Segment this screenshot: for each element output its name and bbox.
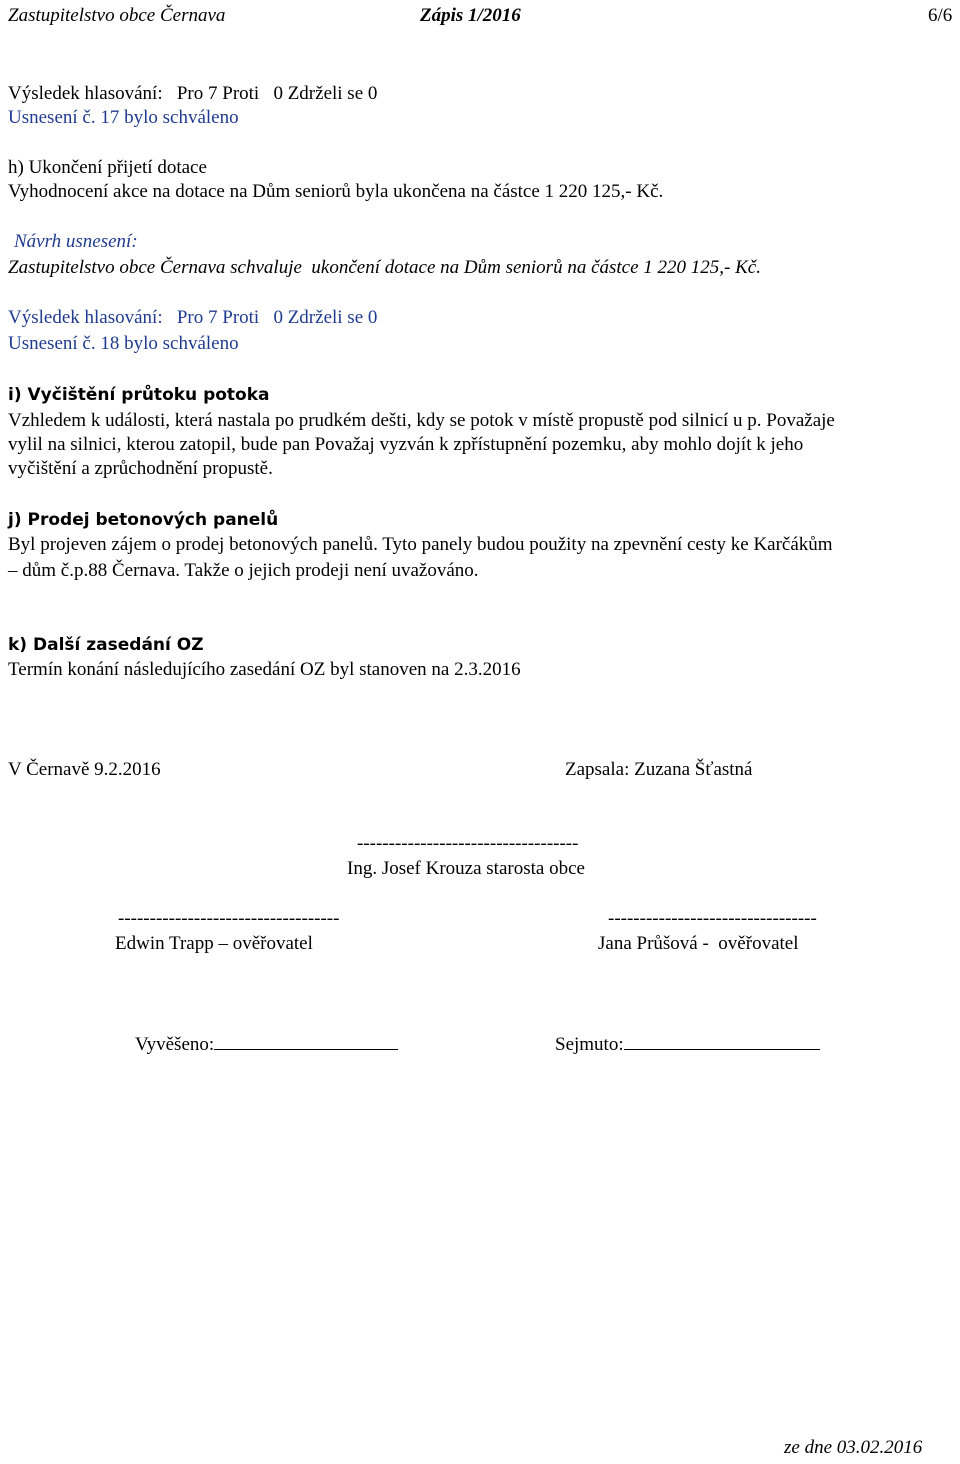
section-i-line-1: Vzhledem k události, která nastala po prudkém dešti, kdy se potok v místě propustě pod silnicí u p. Považaje (8, 410, 835, 431)
verifier-1-signature-line: ----------------------------------- (118, 908, 340, 929)
vote-18-result: Výsledek hlasování: Pro 7 Proti 0 Zdrželi se 0 (8, 307, 378, 328)
verifier-1-name: Edwin Trapp – ověřovatel (115, 933, 313, 954)
mayor-signature-line: ----------------------------------- (357, 833, 579, 854)
header-center: Zápis 1/2016 (420, 5, 521, 26)
posted-field (135, 1033, 398, 1057)
resolution-18: Usnesení č. 18 bylo schváleno (8, 333, 239, 354)
mayor-name: Ing. Josef Krouza starosta obce (347, 858, 585, 879)
section-k-text: Termín konání následujícího zasedání OZ byl stanoven na 2.3.2016 (8, 659, 521, 680)
date-stamp: ze dne 03.02.2016 (784, 1437, 923, 1458)
vote-17-result: Výsledek hlasování: Pro 7 Proti 0 Zdrželi se 0 (8, 83, 378, 104)
resolution-17: Usnesení č. 17 bylo schváleno (8, 107, 239, 128)
section-i-heading: i) Vyčištění průtoku potoka (8, 385, 270, 405)
header-left: Zastupitelstvo obce Černava (8, 5, 226, 26)
removed-blank-line (624, 1048, 820, 1050)
verifier-2-name: Jana Průšová - ověřovatel (598, 933, 799, 954)
section-i-line-3: vyčištění a zprůchodnění propustě. (8, 458, 273, 479)
proposal-label: Návrh usnesení: (14, 231, 138, 252)
section-j-line-2: – dům č.p.88 Černava. Takže o jejich prodeji není uvažováno. (8, 560, 479, 581)
section-j-heading: j) Prodej betonových panelů (8, 510, 279, 530)
section-i-line-2: vylil na silnici, kterou zatopil, bude pan Považaj vyzván k zpřístupnění pozemku, aby mohlo dojít k jeho (8, 434, 804, 455)
section-h-text: Vyhodnocení akce na dotace na Dům seniorů byla ukončena na částce 1 220 125,- Kč. (8, 181, 664, 202)
posted-blank-line (214, 1048, 398, 1050)
section-h-heading: h) Ukončení přijetí dotace (8, 157, 207, 178)
section-k-heading: k) Další zasedání OZ (8, 635, 204, 655)
proposal-text: Zastupitelstvo obce Černava schvaluje ukončení dotace na Dům seniorů na částce 1 220 125,- Kč. (8, 257, 761, 278)
page-number: 6/6 (928, 5, 953, 26)
place-date: V Černavě 9.2.2016 (8, 759, 161, 780)
posted-label: Vyvěšeno: (135, 1034, 215, 1055)
recorder: Zapsala: Zuzana Šťastná (565, 759, 753, 780)
removed-field (555, 1033, 820, 1057)
section-j-line-1: Byl projeven zájem o prodej betonových panelů. Tyto panely budou použity na zpevnění cesty ke Karčákům (8, 534, 833, 555)
removed-label: Sejmuto: (555, 1034, 624, 1055)
verifier-2-signature-line: --------------------------------- (608, 908, 817, 929)
